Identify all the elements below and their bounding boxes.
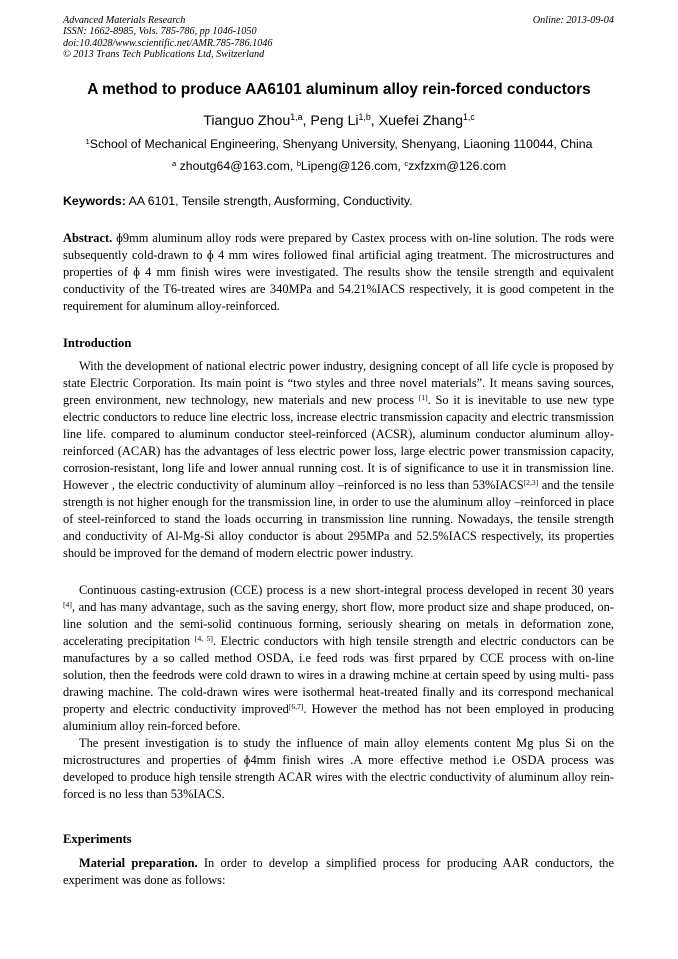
intro-paragraph-1 <box>63 358 614 562</box>
abstract-text: ɸ9mm aluminum alloy rods were prepared by Castex process with on-line solution. The rods were subsequently cold-drawn to ɸ 4 mm wires followed final artificial aging treatment. The microstructures and properties of ɸ 4 mm finish wires were investigated. The results show the tensile strength and equivalent conductivity of the T6-treated wires are 340MPa and 54.21%IACS respectively, it is good competent in the requirement for aluminum alloy-reinforced. <box>63 231 614 313</box>
doi-line[interactable]: doi:10.4028/www.scientific.net/AMR.785-786.1046 <box>63 37 273 49</box>
citation: [4] <box>63 599 72 609</box>
email-sup: b <box>296 158 301 168</box>
text-run: In order to develop a simplified process for producing AAR conductors, the experiment was done as follows: <box>63 856 614 887</box>
author-sup: 1,c <box>463 112 475 123</box>
citation: [6,7] <box>288 701 304 711</box>
intro-paragraph-2 <box>63 582 614 735</box>
copyright-line: © 2013 Trans Tech Publications Ltd, Switzerland <box>63 48 265 60</box>
author-sup: 1,b <box>358 112 371 123</box>
email-sup: a <box>171 158 177 168</box>
text-run: and the tensile strength is not higher enough for the transmission line, in order to use the aluminum alloy –reinforced in place of steel-reinforced to stand the loads occurring in transmission line running. Nowadays, the tensile strength and conductivity of Al-Mg-Si alloy conductor is about 295MPa and 52.5%IACS respectively, its properties should be improved for the demand of modern electric power industry. <box>63 478 614 560</box>
experiments-body <box>63 855 614 889</box>
author-sup: 1,a <box>290 112 303 123</box>
citation: [2,3] <box>523 477 539 487</box>
citation: [4, 5] <box>194 633 213 643</box>
author-list: Tianguo Zhou$^{1,a}$, Peng Li$^{1,b}$, Xuefei Zhang$^{1,c}$ <box>203 112 475 129</box>
text-run: , and has many advantage, such as the saving energy, short flow, more product size and shape produced, on-line solution and the semi-solid continuous forming, seriously shearing on metals in deformation zone, accelerating precipitation <box>63 600 614 648</box>
issn-line: ISSN: 1662-8985, Vols. 785-786, pp 1046-1050 <box>63 26 257 38</box>
keywords-text: AA 6101, Tensile strength, Ausforming, Conductivity. <box>128 194 413 208</box>
text-run: With the development of national electric power industry, designing concept of all life cycle is proposed by state Electric Corporation. Its main point is “two styles and three novel materials”. It means saving sources, green environment, new technology, new materials and new process <box>63 359 614 407</box>
keywords-label: Keywords: <box>63 194 126 208</box>
email-address[interactable]: zxfzxm@126.com <box>408 159 507 173</box>
experiments-paragraph <box>63 855 614 889</box>
keywords <box>63 194 413 208</box>
journal-header <box>63 15 272 60</box>
author-name: Peng Li <box>310 113 359 129</box>
text-run: . However the method has not been employed in producing aluminium alloy rein-forced before. <box>63 702 614 733</box>
author-name: Xuefei Zhang <box>378 113 464 129</box>
experiments-heading: Experiments <box>63 832 132 846</box>
intro-paragraph-3: The present investigation is to study the influence of main alloy elements content Mg plus Si on the microstructures and properties of ɸ4mm finish wires .A more effective method i.e OSDA process was developed to produce high tensile strength ACAR wires with the electric conductivity of aluminum alloy rein-forced is no less than 53%IACS. <box>63 736 614 801</box>
abstract-label: Abstract. <box>63 231 113 245</box>
paper-title: A method to produce AA6101 aluminum alloy rein-forced conductors <box>87 81 591 98</box>
affiliation-sup: 1 <box>85 136 90 146</box>
email-address[interactable]: Lipeng@126.com <box>300 159 398 173</box>
text-run: . So it is inevitable to use new type electric conductors to reduce line electric loss, increase electric transmission capacity and electric transmission line life. compared to aluminum conductor steel-reinforced (ACSR), aluminum conductor aluminum alloy-reinforced (ACAR) has the advantages of less electric power loss, large electric power transmission capacity, corrosion-resistant, long life and lower annual running cost. It is of significance to use it in transmission line. However , the electric conductivity of aluminum alloy –reinforced is no less than 53%IACS <box>63 393 615 492</box>
affiliation-text: School of Mechanical Engineering, Shenyang University, Shenyang, Liaoning 110044, China <box>89 137 593 151</box>
text-run: Continuous casting-extrusion (CCE) process is a new short-integral process developed in recent 30 years <box>79 583 614 597</box>
affiliation <box>0 137 678 151</box>
introduction-heading: Introduction <box>63 336 132 350</box>
email-list: $^a$ zhoutg64@163.com, $^b$Lipeng@126.com, $^c$zxfzxm@126.com <box>171 158 507 173</box>
email-sup: c <box>404 158 409 168</box>
text-run: . Electric conductors with high tensile strength and electric conductors can be manufactures by a so called method OSDA, i.e feed rods was first prpared by CCE process with on-line solution, then the feedrods were cold drawn to wires in a drawing mchine at certain speed by using multi- pass drawing machine. The cold-drawn wires were isothermal heat-treated finally and its correspond mechanical property and electric conductivity improved <box>63 634 614 716</box>
subsection-label: Material preparation. <box>79 856 198 870</box>
email-address[interactable]: zhoutg64@163.com <box>179 159 290 173</box>
introduction-body <box>63 358 614 562</box>
online-date: Online: 2013-09-04 <box>532 15 614 26</box>
introduction-body-2 <box>63 582 614 803</box>
citation: [1] <box>418 392 428 402</box>
journal-name: Advanced Materials Research <box>63 15 186 26</box>
author-name: Tianguo Zhou <box>203 113 291 129</box>
abstract <box>63 230 614 315</box>
